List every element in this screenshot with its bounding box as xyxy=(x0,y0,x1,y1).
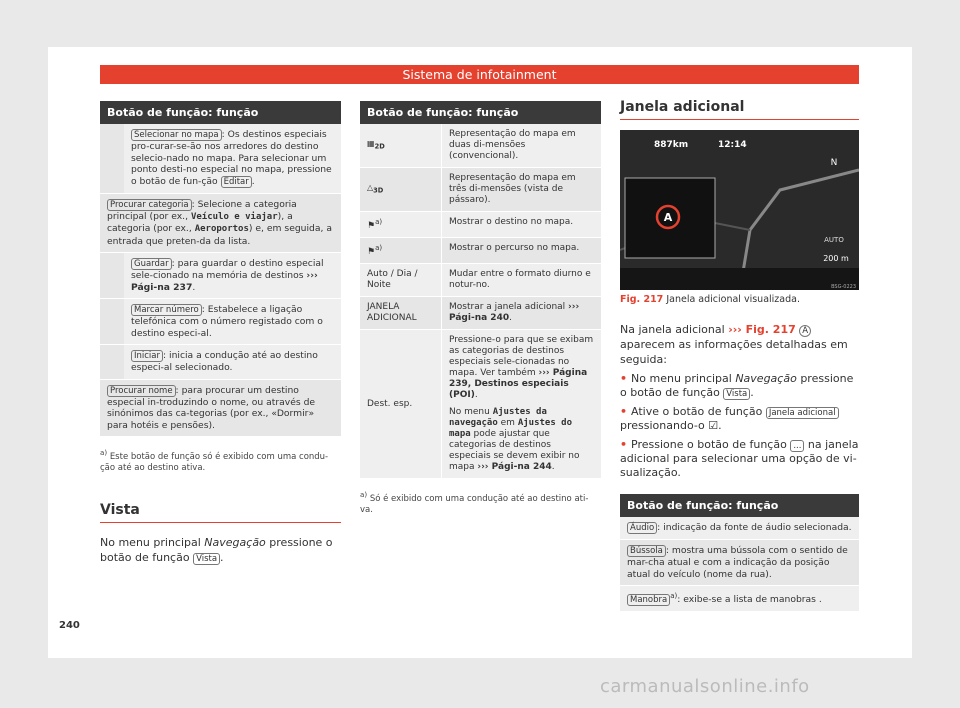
table-row: Auto / Dia / Noite Mudar entre o formato diurno e notur-no. xyxy=(360,264,601,297)
table-header: Botão de função: função xyxy=(620,494,859,517)
function-button-label: Procurar nome xyxy=(107,385,176,397)
column-1 xyxy=(100,101,341,565)
navigation-map xyxy=(620,130,859,290)
section-title: Janela adicional xyxy=(620,101,859,120)
route-icon: ⚑$^{a)}$ xyxy=(367,244,383,257)
function-button-label: Guardar xyxy=(131,258,172,270)
page-number: 240 xyxy=(59,620,80,631)
table-row: Procurar nome : para procurar um destino especial in-troduzindo o nome, ou através de sinónimos das ca-tegorias (por ex., «Dormir» para hotéis e pensões). xyxy=(100,380,341,438)
table-row: ⚑$^{a)}$ Mostrar o percurso no mapa. xyxy=(360,238,601,264)
north-indicator: N xyxy=(830,158,838,168)
figure-code: BSG-0223 xyxy=(831,284,856,290)
figure-caption: Fig. 217 Janela adicional visualizada. xyxy=(620,294,800,305)
checkbox-icon: ☑ xyxy=(708,419,719,432)
clock-readout: 12:14 xyxy=(718,140,747,150)
paragraph: No menu principal Navegação pressione o botão de função Vista . xyxy=(100,535,333,564)
list-item: • Ative o botão de função Janela adicional pressionando-o ☑. xyxy=(620,405,859,433)
page-header: Sistema de infotainment xyxy=(100,65,859,84)
watermark: carmanualsonline.info xyxy=(600,676,810,697)
destination-flag-icon: ⚑$^{a)}$ xyxy=(367,218,383,231)
function-button-label: Vista xyxy=(193,553,220,565)
scale-readout: 200 m xyxy=(823,254,849,263)
function-button-label: Marcar número xyxy=(131,304,202,316)
table-row: Manobra $^{a)}$: exibe-se a lista de manobras . xyxy=(620,586,859,612)
map-3d-icon: $\triangle_{3D}$ xyxy=(367,183,384,195)
paragraph: Na janela adicional ››› Fig. 217 A aparecem as informações detalhadas em seguida: xyxy=(620,323,848,366)
table-row: Áudio : indicação da fonte de áudio selecionada. xyxy=(620,517,859,540)
function-button-label: Procurar categoria xyxy=(107,199,192,211)
section-title: Vista xyxy=(100,504,341,523)
map-marker-a: A xyxy=(663,211,673,224)
table-header: Botão de função: função xyxy=(360,101,601,124)
function-button-label: Iniciar xyxy=(131,350,163,362)
column-3 xyxy=(620,101,859,612)
footnote: $^{a)}$ Este botão de função só é exibido com uma condu-ção até ao destino ativa. xyxy=(100,448,329,473)
table-row: $\triangle_{3D}$ Representação do mapa em três di-mensões (vista de pássaro). xyxy=(360,168,601,212)
table-row: Iniciar : inicia a condução até ao destino especi-al selecionado. xyxy=(100,345,341,380)
navigation-screen-figure xyxy=(620,130,859,290)
table-row: Marcar número : Estabelece a ligação telefónica com o número registado com o destino especi-al. xyxy=(100,299,341,345)
auto-label: AUTO xyxy=(824,236,844,244)
list-item: • No menu principal Navegação pressione o botão de função Vista . xyxy=(620,372,854,399)
function-button-label: Editar xyxy=(221,176,252,188)
footnote: $^{a)}$ Só é exibido com uma condução até ao destino ati-va. xyxy=(360,490,589,515)
table-row: Selecionar no mapa : Os destinos especiais pro-curar-se-ão nos arredores do destino selecio-nado no mapa. Para selecionar um ponto desti-no especial no mapa, pressione o botão de fun-ção Editar . xyxy=(100,124,341,194)
table-row: JANELA ADICIONAL Mostrar a janela adicional ››› Pági-na 240. xyxy=(360,297,601,330)
table-row: Procurar categoria : Selecione a categoria principal (por ex., Veículo e viajar), a categoria (por ex., Aeroportos) e, em seguida, a entrada que preten-da da lista. xyxy=(100,194,341,254)
table-row: Bússola : mostra uma bússola com o sentido de mar-cha atual e com a indicação da posição atual do veículo (nome da rua). xyxy=(620,540,859,586)
table-row: ⚑$^{a)}$ Mostrar o destino no mapa. xyxy=(360,212,601,238)
function-button-label: Selecionar no mapa xyxy=(131,129,222,141)
map-2d-icon: $▦_{2D}$ xyxy=(367,139,385,151)
table-header: Botão de função: função xyxy=(100,101,341,124)
column-2 xyxy=(360,101,601,516)
table-row: Dest. esp. Pressione-o para que se exibam as categorias de destinos especiais sele-cionadas no mapa. Ver também ››› Página 239, Destinos especiais (POI). No menu Ajustes da navegação em Ajustes do mapa pode ajustar que categorias de destinos especiais se devem exibir no mapa ››› Pági-na 244. xyxy=(360,330,601,479)
list-item: • Pressione o botão de função ... na janela adicional para selecionar uma opção de vi-sualização. xyxy=(620,438,859,479)
table-row: Guardar : para guardar o destino especial sele-cionado na memória de destinos ››› Pági-na 237. xyxy=(100,253,341,299)
table-row: $▦_{2D}$ Representação do mapa em duas di-mensões (convencional). xyxy=(360,124,601,168)
distance-readout: 887km xyxy=(654,140,689,150)
